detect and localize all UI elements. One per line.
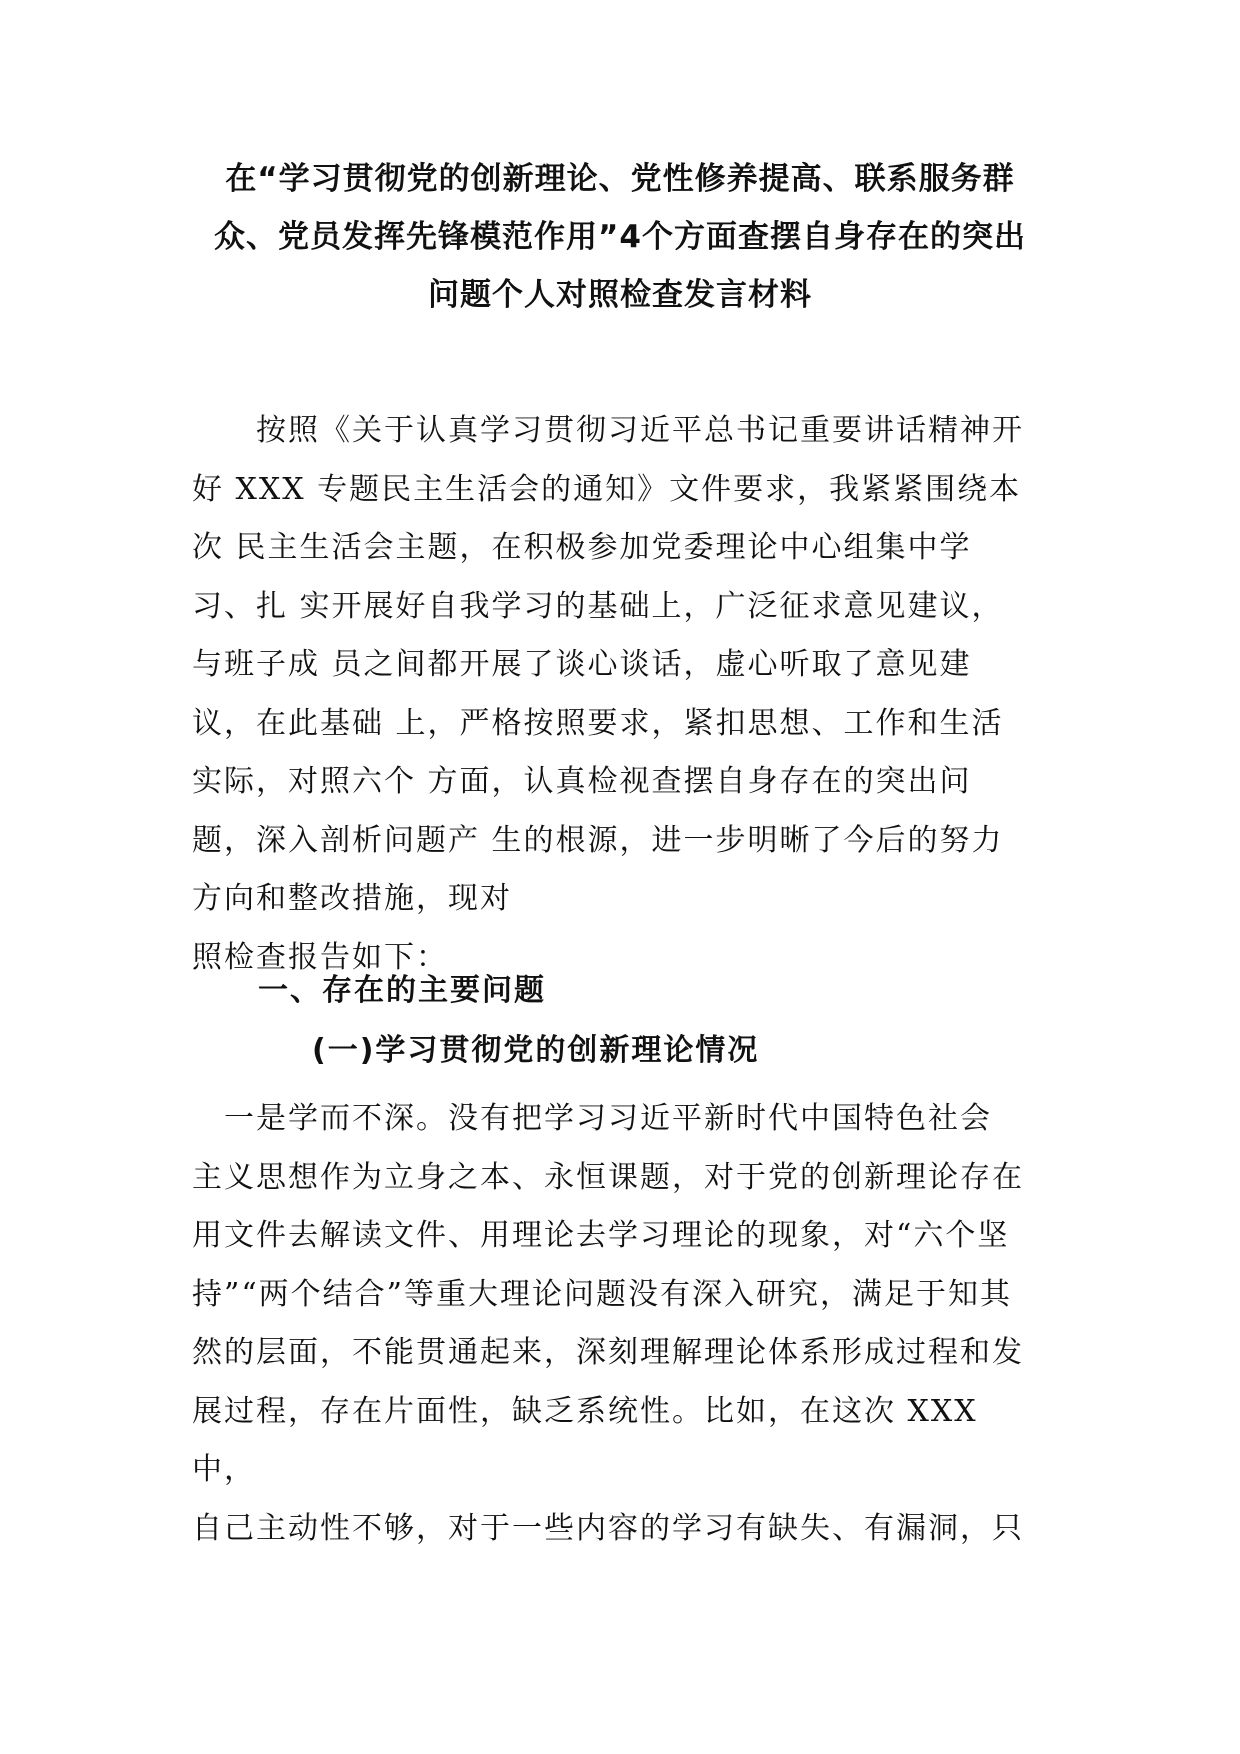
paragraph-line: 按照《关于认真学习贯彻习近平总书记重要讲话精神开 <box>192 413 1024 448</box>
paragraph-line: 用文件去解读文件、用理论去学习理论的现象，对“六个坚 <box>192 1218 1010 1253</box>
paragraph-line: 自己主动性不够，对于一些内容的学习有缺失、有漏洞，只 <box>192 1510 1024 1546</box>
title-line: 问题个人对照检查发言材料 <box>428 277 812 313</box>
paragraph-line: 持”“两个结合”等重大理论问题没有深入研究，满足于知其 <box>192 1276 1013 1312</box>
document-title <box>190 150 1050 324</box>
paragraph-line: 中， <box>192 1452 256 1487</box>
paragraph-line: 主义思想作为立身之本、永恒课题，对于党的创新理论存在 <box>192 1159 1024 1195</box>
section-paragraph <box>192 1090 1052 1558</box>
paragraph-line: 展过程，存在片面性，缺乏系统性。比如，在这次 XXX <box>192 1393 978 1429</box>
subsection-heading: (一)学习贯彻党的创新理论情况 <box>312 1033 760 1068</box>
paragraph-line: 习、扎 实开展好自我学习的基础上，广泛征求意见建议， <box>192 588 1004 624</box>
paragraph-line: 实际，对照六个 方面，认真检视查摆自身存在的突出问 <box>192 764 972 799</box>
paragraph-line: 与班子成 员之间都开展了谈心谈话，虚心听取了意见建 <box>192 647 972 682</box>
title-line: 众、党员发挥先锋模范作用”4个方面查摆自身存在的突出 <box>214 219 1026 255</box>
paragraph-line: 次 民主生活会主题，在积极参加党委理论中心组集中学 <box>192 530 972 565</box>
section-heading: 一、存在的主要问题 <box>258 973 546 1008</box>
paragraph-line: 方向和整改措施，现对 <box>192 881 512 916</box>
intro-paragraph <box>192 402 1052 987</box>
paragraph-line: 一是学而不深。没有把学习习近平新时代中国特色社会 <box>192 1101 992 1136</box>
title-line: 在“学习贯彻党的创新理论、党性修养提高、联系服务群 <box>225 161 1015 197</box>
paragraph-line: 然的层面，不能贯通起来，深刻理解理论体系形成过程和发 <box>192 1335 1024 1370</box>
paragraph-line: 好 XXX 专题民主生活会的通知》文件要求，我紧紧围绕本 <box>192 471 1022 507</box>
paragraph-line: 题，深入剖析问题产 生的根源，进一步明晰了今后的努力 <box>192 822 1004 858</box>
paragraph-line: 照检查报告如下： <box>192 939 448 975</box>
paragraph-line: 议，在此基础 上，严格按照要求，紧扣思想、工作和生活 <box>192 705 1004 741</box>
